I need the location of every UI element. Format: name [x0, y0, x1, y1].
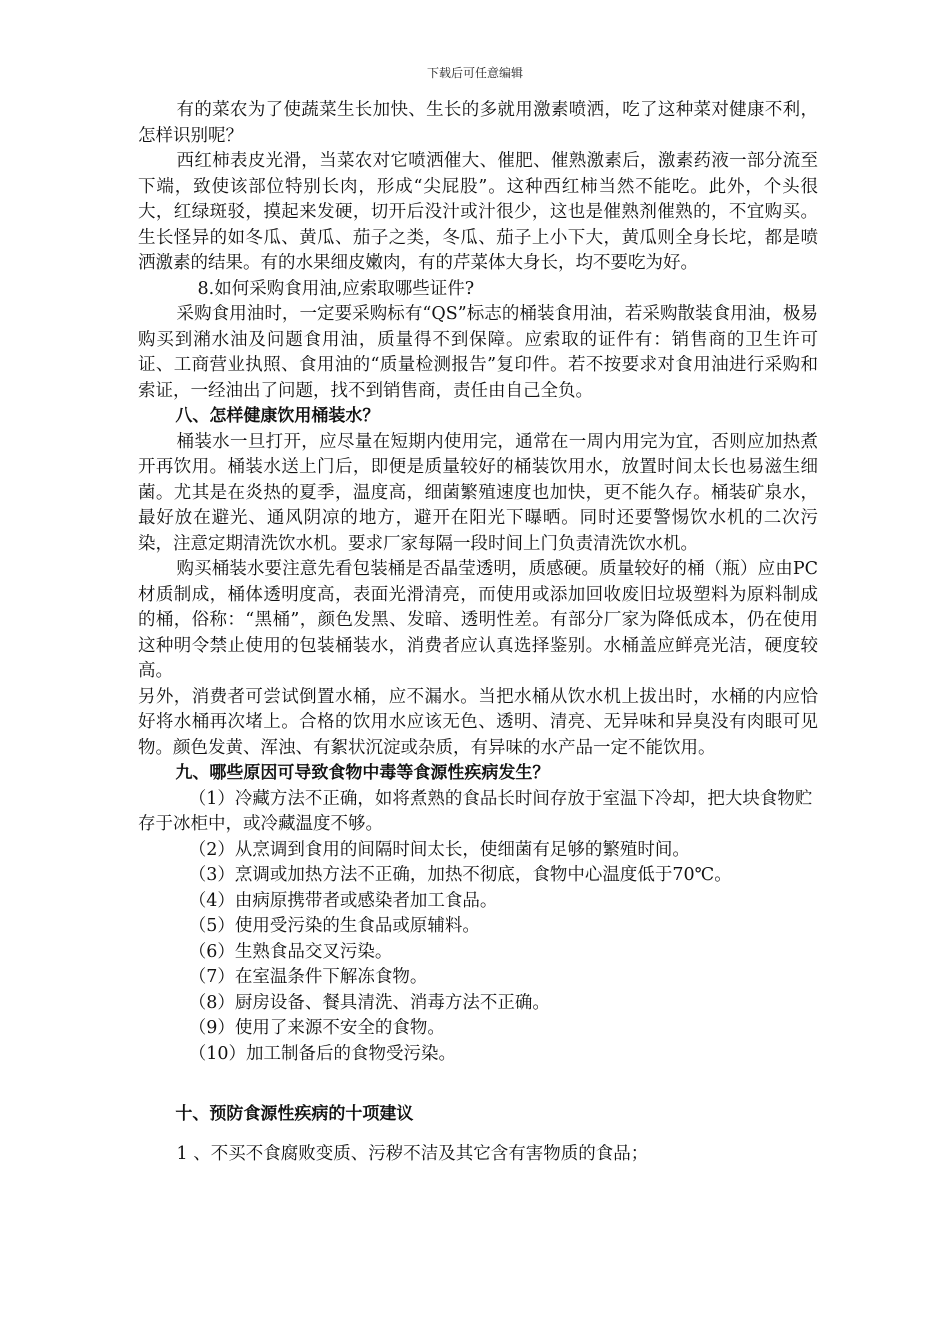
spacer: [138, 1067, 818, 1092]
list-item: （4）由病原携带者或感染者加工食品。: [188, 890, 498, 911]
heading-section-10: 十、预防食源性疾病的十项建议: [175, 1104, 414, 1124]
suggestion-1: 1 、不买不食腐败变质、污秽不洁及其它含有害物质的食品；: [176, 1143, 649, 1164]
list-item: （9）使用了来源不安全的食物。: [188, 1018, 445, 1038]
heading-section-9: 九、哪些原因可导致食物中毒等食源性疾病发生？: [175, 763, 550, 783]
list-item: （5）使用受污染的生食品或原辅料。: [188, 916, 480, 936]
paragraph-tomato: 西红柿表皮光滑，当菜农对它喷洒催大、催肥、催熟激素后，激素药液一部分流至下端，致使该部位特别长肉，形成“尖屁股”。这种西红柿当然不能吃。此外，个头很大，红绿斑驳，摸起来发硬，切开后没汁或汁很少，这也是催熟剂催熟的，不宜购买。生长怪异的如冬瓜、黄瓜、茄子之类，冬瓜、茄子上小下大，黄瓜则全身长坨，都是喷洒激素的结果。有的水果细皮嫩肉，有的芹菜体大身长，均不要吃为好。: [138, 151, 818, 273]
spacer: [138, 1128, 818, 1142]
paragraph-cooking-oil: 采购食用油时，一定要采购标有“QS”标志的桶装食用油，若采购散装食用油，极易购买到潲水油及问题食用油，质量得不到保障。应索取的证件有：销售商的卫生许可证、工商营业执照、食用油的“质量检测报告”复印件。若不按要求对食用油进行采购和索证，一经油出了问题，找不到销售商，责任由自己全负。: [138, 304, 818, 401]
list-item: （6）生熟食品交叉污染。: [188, 941, 393, 962]
list-item: （2）从烹调到食用的间隔时间太长，使细菌有足够的繁殖时间。: [188, 839, 690, 860]
paragraph-bottled-water-purchase: 购买桶装水要注意先看包装桶是否晶莹透明，质感硬。质量较好的桶（瓶）应由PC材质制成，桶体透明度高，表面光滑清亮，而使用或添加回收废旧垃圾塑料为原料制成的桶，俗称：“黑桶”，颜色发黑、发暗、透明性差。有部分厂家为降低成本，仍在使用这种明令禁止使用的包装桶装水，消费者应认真选择鉴别。水桶盖应鲜亮光洁，硬度较高。: [138, 559, 818, 681]
page-header-note: 下载后可任意编辑: [426, 66, 523, 80]
paragraph-hormone-intro: 有的菜农为了使蔬菜生长加快、生长的多就用激素喷洒，吃了这种菜对健康不利，怎样识别呢？: [138, 100, 818, 146]
list-item: （1）冷藏方法不正确，如将煮熟的食品长时间存放于室温下冷却，把大块食物贮存于冰柜中，或冷藏温度不够。: [138, 788, 813, 834]
list-item: （7）在室温条件下解冻食物。: [188, 967, 428, 987]
question-8: 8.如何采购食用油,应索取哪些证件?: [197, 278, 475, 299]
paragraph-bottled-water-check: 另外，消费者可尝试倒置水桶，应不漏水。当把水桶从饮水机上拔出时，水桶的内应恰好将水桶再次堵上。合格的饮用水应该无色、透明、清亮、无异味和异臭没有肉眼可见物。颜色发黄、浑浊、有絮状沉淀或杂质，有异味的水产品一定不能饮用。: [138, 686, 818, 758]
heading-section-8: 八、怎样健康饮用桶装水？: [175, 406, 380, 426]
list-item: （10）加工制备后的食物受污染。: [188, 1043, 457, 1064]
list-item: （3）烹调或加热方法不正确，加热不彻底，食物中心温度低于70℃。: [188, 865, 732, 885]
document-body: [138, 98, 818, 1167]
list-item: （8）厨房设备、餐具清洗、消毒方法不正确。: [188, 992, 550, 1013]
paragraph-bottled-water-usage: 桶装水一旦打开，应尽量在短期内使用完，通常在一周内用完为宜，否则应加热煮开再饮用。桶装水送上门后，即便是质量较好的桶装饮用水，放置时间太长也易滋生细菌。尤其是在炎热的夏季，温度高，细菌繁殖速度也加快，更不能久存。桶装矿泉水，最好放在避光、通风阴凉的地方，避开在阳光下曝晒。同时还要警惕饮水机的二次污染，注意定期清洗饮水机。要求厂家每隔一段时间上门负责清洗饮水机。: [138, 431, 818, 554]
